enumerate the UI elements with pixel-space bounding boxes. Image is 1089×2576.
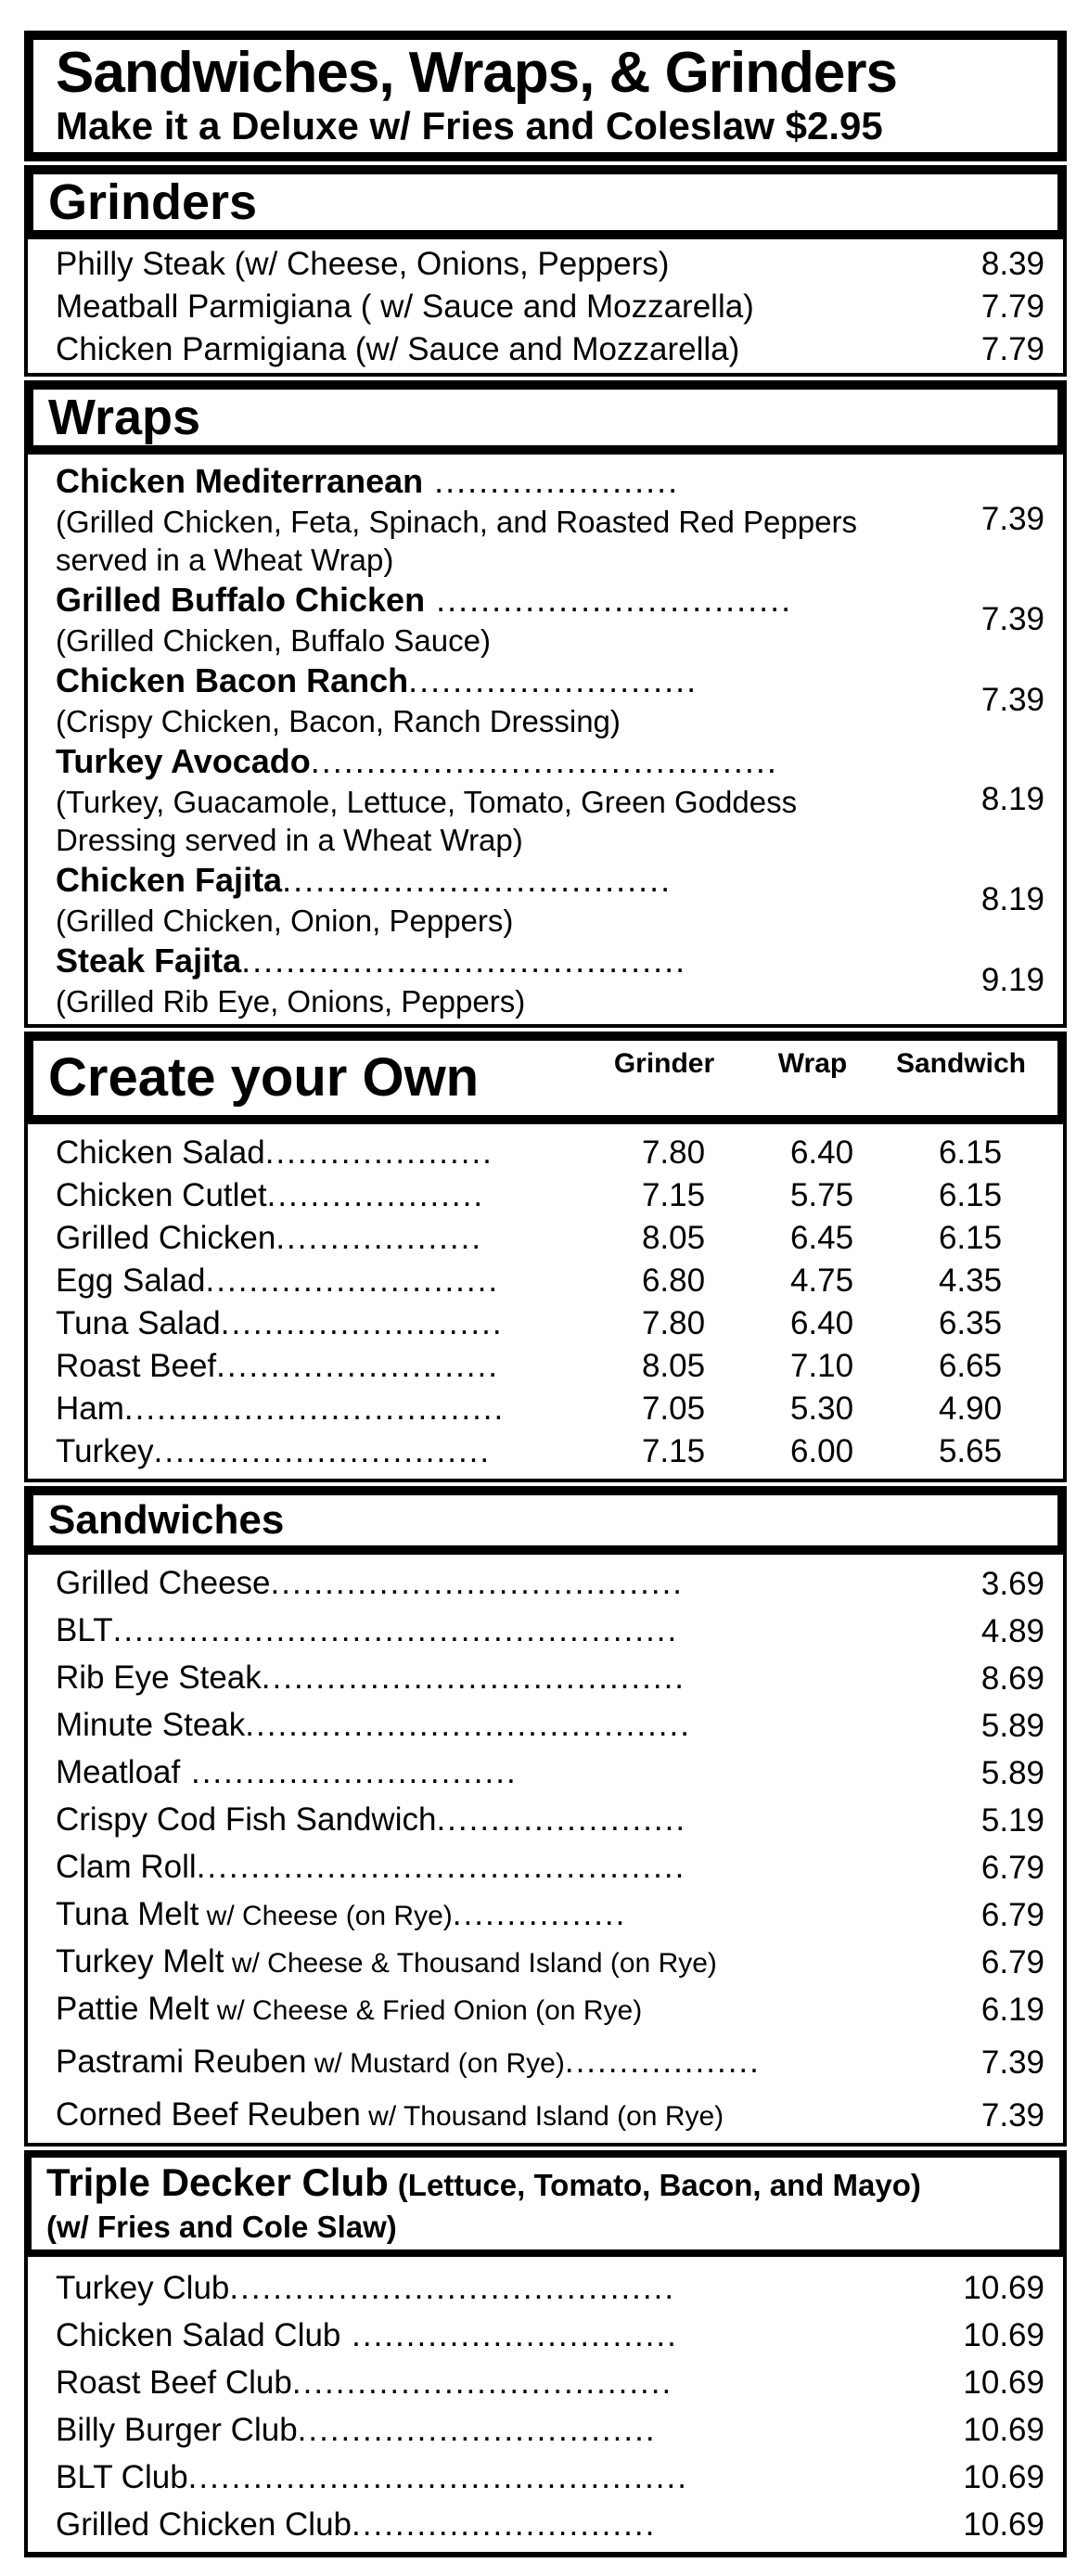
item-price: 5.89 <box>980 1708 1044 1744</box>
price-wrap: 6.45 <box>789 1220 854 1256</box>
item-name: Grilled Chicken <box>56 1220 276 1256</box>
menu-item <box>56 2039 1044 2086</box>
menu-item <box>56 1797 1044 1844</box>
dot-leader: ....................................... <box>261 1660 686 1696</box>
menu-item <box>56 2264 1044 2312</box>
create-your-own-items <box>24 1124 1067 1482</box>
item-name: Crispy Cod Fish Sandwich <box>56 1801 437 1838</box>
item-name: Chicken Fajita <box>56 861 283 899</box>
dot-leader: ................ <box>452 1896 627 1932</box>
section-triple-decker-club <box>24 2150 1067 2557</box>
section-sandwiches <box>24 1486 1067 2147</box>
item-name: Billy Burger Club <box>56 2412 298 2448</box>
triple-decker-club-subheading: (w/ Fries and Cole Slaw) <box>46 2210 397 2244</box>
dot-leader: .......................................... <box>310 742 778 780</box>
item-detail: w/ Cheese & Fried Onion (on Rye) <box>209 1995 643 2026</box>
item-name: Egg Salad <box>56 1262 206 1299</box>
item-price: 8.69 <box>980 1660 1044 1697</box>
item-text <box>56 660 895 740</box>
item-text <box>56 940 895 1020</box>
menu-item <box>56 1844 1044 1891</box>
item-description: (Crispy Chicken, Bacon, Ranch Dressing) <box>56 704 621 738</box>
dot-leader: ............................ <box>352 2506 657 2543</box>
item-name-line <box>56 740 895 783</box>
item-price: 6.79 <box>980 1944 1044 1980</box>
table-row <box>56 1132 1044 1174</box>
price-sandwich: 6.35 <box>938 1305 1003 1341</box>
item-name-line <box>56 2454 963 2501</box>
menu-item <box>56 940 1044 1020</box>
menu-item <box>56 1986 1044 2033</box>
dot-leader: ...................................... <box>270 1565 685 1601</box>
dot-leader: ................................... <box>123 1391 506 1427</box>
dot-leader: .......................... <box>220 1305 504 1341</box>
item-detail: w/ Cheese & Thousand Island (on Rye) <box>224 1948 717 1979</box>
item-name-line <box>56 940 895 982</box>
item-name-line <box>56 1749 981 1797</box>
menu-item <box>56 2312 1044 2359</box>
page-title: Sandwiches, Wraps, & Grinders <box>56 41 898 105</box>
item-description: (Grilled Chicken, Feta, Spinach, and Roasted Red Peppers served in a Wheat Wrap) <box>56 505 857 577</box>
item-name-line <box>56 1702 981 1749</box>
item-price: 8.19 <box>980 880 1044 917</box>
dot-leader: ................................. <box>297 2412 657 2448</box>
grinders-header <box>24 165 1067 239</box>
item-price: 7.79 <box>980 331 1044 367</box>
price-grinder: 7.80 <box>641 1305 706 1341</box>
item-name: Chicken Mediterranean <box>56 462 424 500</box>
price-sandwich: 6.15 <box>938 1177 1003 1213</box>
triple-decker-club-heading-line <box>46 2159 1044 2209</box>
page-subtitle: Make it a Deluxe w/ Fries and Coleslaw $2.95 <box>56 104 883 147</box>
item-name: Roast Beef Club <box>56 2365 292 2401</box>
item-name: Chicken Salad Club <box>56 2317 341 2353</box>
menu-item <box>56 1939 1044 1986</box>
item-name: Rib Eye Steak <box>56 1660 262 1696</box>
wraps-heading: Wraps <box>48 390 201 445</box>
menu-item <box>56 2406 1044 2454</box>
menu-item <box>56 660 1044 740</box>
dot-leader: .......................... <box>216 1348 499 1384</box>
item-name: Turkey Melt <box>56 1943 224 1980</box>
item-price: 7.39 <box>980 2097 1044 2134</box>
item-description: (Grilled Chicken, Buffalo Sauce) <box>56 623 491 658</box>
triple-decker-club-note: (Lettuce, Tomato, Bacon, and Mayo) <box>397 2168 921 2202</box>
menu-item <box>56 2454 1044 2501</box>
price-grinder: 7.15 <box>641 1433 706 1469</box>
item-price: 7.79 <box>980 288 1044 325</box>
item-price: 10.69 <box>963 2270 1044 2306</box>
item-name-line <box>56 2359 963 2406</box>
item-price: 3.69 <box>980 1566 1044 1602</box>
triple-decker-club-header <box>24 2150 1067 2257</box>
item-name-line <box>56 2092 981 2139</box>
item-price: 8.39 <box>980 246 1044 282</box>
item-name: Tuna Salad <box>56 1305 221 1341</box>
item-price: 7.39 <box>980 681 1044 718</box>
wraps-items <box>24 455 1067 1028</box>
sandwiches-items <box>24 1555 1067 2147</box>
item-name: Clam Roll <box>56 1849 197 1885</box>
item-name-line <box>56 1388 599 1430</box>
menu-page <box>24 31 1067 2557</box>
item-price: 10.69 <box>963 2317 1044 2353</box>
item-name-line <box>56 1430 599 1473</box>
dot-leader: ...................... <box>423 462 680 500</box>
item-name: Grilled Chicken Club <box>56 2506 352 2543</box>
item-name: Minute Steak <box>56 1707 246 1743</box>
price-wrap: 4.75 <box>789 1262 854 1299</box>
price-sandwich: 4.90 <box>938 1391 1003 1427</box>
dot-leader: ......................................... <box>245 1707 691 1743</box>
dot-leader: ....................... <box>436 1801 687 1838</box>
item-name-line <box>56 1132 599 1174</box>
table-row <box>56 1260 1044 1302</box>
price-wrap: 5.75 <box>789 1177 854 1213</box>
item-name: Grilled Cheese <box>56 1565 271 1601</box>
item-description: (Grilled Rib Eye, Onions, Peppers) <box>56 984 526 1019</box>
item-name: Corned Beef Reuben <box>56 2096 361 2133</box>
price-wrap: 6.00 <box>789 1433 854 1469</box>
item-price: 7.39 <box>980 600 1044 637</box>
item-price: 7.39 <box>980 2044 1044 2081</box>
item-price: 10.69 <box>963 2365 1044 2401</box>
dot-leader: ............................................. <box>196 1849 686 1885</box>
item-name: Meatloaf <box>56 1754 181 1790</box>
item-name-line <box>56 2264 963 2312</box>
table-row <box>56 1174 1044 1217</box>
item-name: Turkey <box>56 1433 154 1469</box>
item-name-line <box>56 1655 981 1702</box>
item-name: Chicken Cutlet <box>56 1177 267 1213</box>
item-name: Turkey Avocado <box>56 742 311 780</box>
table-row <box>56 1302 1044 1345</box>
price-wrap: 6.40 <box>789 1134 854 1171</box>
item-price: 10.69 <box>963 2459 1044 2495</box>
table-row <box>56 1217 1044 1260</box>
triple-decker-club-heading: Triple Decker Club <box>46 2160 389 2204</box>
wraps-header <box>24 380 1067 455</box>
dot-leader: ................................... <box>291 2365 673 2401</box>
menu-item <box>56 740 1044 859</box>
price-grinder: 7.05 <box>641 1391 706 1427</box>
item-price: 6.19 <box>980 1992 1044 2028</box>
column-header-sandwich: Sandwich <box>895 1048 1027 1079</box>
item-name: Tuna Melt <box>56 1896 199 1932</box>
price-wrap: 6.40 <box>789 1305 854 1341</box>
item-name-line <box>56 2406 963 2454</box>
menu-item <box>56 460 1044 579</box>
dot-leader: ................................ <box>425 581 793 619</box>
item-name-line <box>56 1174 599 1217</box>
dot-leader: ......................................... <box>229 2270 676 2306</box>
item-price: 6.79 <box>980 1897 1044 1933</box>
item-name-line <box>56 1891 981 1939</box>
grinders-heading: Grinders <box>48 174 258 230</box>
menu-item <box>56 1608 1044 1655</box>
item-name: Chicken Bacon Ranch <box>56 661 409 699</box>
price-column-headers <box>590 1048 1035 1080</box>
table-row <box>56 1388 1044 1430</box>
item-name: Ham <box>56 1391 124 1427</box>
item-name: Turkey Club <box>56 2270 230 2306</box>
price-grinder: 6.80 <box>641 1262 706 1299</box>
table-row <box>56 1345 1044 1388</box>
price-grinder: 8.05 <box>641 1220 706 1256</box>
price-sandwich: 6.65 <box>938 1348 1003 1384</box>
menu-item <box>56 2359 1044 2406</box>
menu-item <box>56 1749 1044 1797</box>
item-price: 6.79 <box>980 1850 1044 1886</box>
triple-decker-club-items <box>24 2257 1067 2557</box>
item-name-line <box>56 1302 599 1345</box>
dot-leader: .................................................... <box>112 1612 679 1648</box>
sandwiches-heading: Sandwiches <box>48 1497 285 1543</box>
item-name: Chicken Parmigiana (w/ Sauce and Mozzarella) <box>56 331 740 367</box>
item-name: Grilled Buffalo Chicken <box>56 581 426 619</box>
item-price: 8.19 <box>980 781 1044 817</box>
price-sandwich: 4.35 <box>938 1262 1003 1299</box>
item-name-line <box>56 859 895 902</box>
item-name-line <box>56 660 895 702</box>
item-name-line <box>56 2312 963 2359</box>
item-name-line <box>56 1797 981 1844</box>
item-name-line <box>56 2039 981 2086</box>
menu-item <box>56 1702 1044 1749</box>
item-name-line <box>56 1844 981 1891</box>
grinders-items <box>24 239 1067 377</box>
menu-item <box>56 1891 1044 1939</box>
item-name-line <box>56 1986 981 2033</box>
price-wrap: 7.10 <box>789 1348 854 1384</box>
item-detail: w/ Mustard (on Rye) <box>306 2048 565 2079</box>
price-grinder: 7.15 <box>641 1177 706 1213</box>
price-sandwich: 6.15 <box>938 1220 1003 1256</box>
menu-title-box <box>24 31 1067 161</box>
dot-leader: .............................. <box>180 1754 518 1790</box>
item-name: Pastrami Reuben <box>56 2044 307 2080</box>
price-wrap: 5.30 <box>789 1391 854 1427</box>
dot-leader: ................... <box>275 1220 483 1256</box>
menu-item <box>56 859 1044 940</box>
dot-leader: .............................................. <box>187 2459 688 2495</box>
menu-item <box>56 1655 1044 1702</box>
item-name: Meatball Parmigiana ( w/ Sauce and Mozzarella) <box>56 288 754 325</box>
item-name-line <box>56 460 895 503</box>
item-name: Steak Fajita <box>56 942 242 980</box>
dot-leader: ........................................ <box>241 942 687 980</box>
item-text <box>56 460 895 579</box>
table-row <box>56 1430 1044 1473</box>
create-your-own-heading: Create your Own <box>48 1047 480 1108</box>
column-header-grinder: Grinder <box>613 1048 715 1079</box>
item-description: (Turkey, Guacamole, Lettuce, Tomato, Green Goddess Dressing served in a Wheat Wrap) <box>56 785 798 857</box>
item-name-line <box>56 579 895 622</box>
price-sandwich: 6.15 <box>938 1134 1003 1171</box>
item-name: Roast Beef <box>56 1348 217 1384</box>
menu-item <box>56 1560 1044 1608</box>
column-header-wrap: Wrap <box>777 1048 848 1079</box>
dot-leader: ........................... <box>205 1262 500 1299</box>
item-detail: w/ Thousand Island (on Rye) <box>360 2101 724 2132</box>
price-grinder: 7.80 <box>641 1134 706 1171</box>
item-price: 7.39 <box>980 501 1044 537</box>
price-sandwich: 5.65 <box>938 1433 1003 1469</box>
menu-item <box>56 2092 1044 2139</box>
item-name-line <box>56 1608 981 1655</box>
item-name-line <box>56 1260 599 1302</box>
item-name-line <box>56 2501 963 2548</box>
dot-leader: .............................. <box>340 2317 678 2353</box>
item-price: 5.89 <box>980 1755 1044 1791</box>
item-name: BLT <box>56 1612 113 1648</box>
sandwiches-header <box>24 1486 1067 1555</box>
item-name: Pattie Melt <box>56 1991 210 2027</box>
item-text <box>56 740 895 859</box>
item-detail: w/ Cheese (on Rye) <box>199 1901 453 1931</box>
item-price: 4.89 <box>980 1613 1044 1649</box>
dot-leader: ..................... <box>264 1134 493 1171</box>
item-price: 5.19 <box>980 1802 1044 1839</box>
section-grinders <box>24 165 1067 377</box>
dot-leader: .................... <box>266 1177 485 1213</box>
item-price: 9.19 <box>980 961 1044 998</box>
item-price: 10.69 <box>963 2506 1044 2543</box>
menu-item <box>56 286 1044 328</box>
menu-item <box>56 579 1044 660</box>
item-text <box>56 579 895 660</box>
item-name: BLT Club <box>56 2459 188 2495</box>
item-name: Philly Steak (w/ Cheese, Onions, Peppers) <box>56 246 670 282</box>
menu-item <box>56 243 1044 286</box>
item-text <box>56 859 895 940</box>
item-name-line <box>56 1939 981 1986</box>
item-name-line <box>56 1345 599 1388</box>
item-name-line <box>56 1217 599 1260</box>
dot-leader: .......................... <box>408 661 698 699</box>
create-your-own-header <box>24 1032 1067 1124</box>
item-price: 10.69 <box>963 2412 1044 2448</box>
item-name: Chicken Salad <box>56 1134 265 1171</box>
section-create-your-own <box>24 1032 1067 1482</box>
dot-leader: ............................... <box>153 1433 492 1469</box>
section-wraps <box>24 380 1067 1028</box>
item-description: (Grilled Chicken, Onion, Peppers) <box>56 904 514 938</box>
dot-leader: .................. <box>564 2044 761 2080</box>
price-grinder: 8.05 <box>641 1348 706 1384</box>
dot-leader: ................................... <box>282 861 673 899</box>
item-name-line <box>56 1560 981 1608</box>
menu-item <box>56 2501 1044 2548</box>
menu-item <box>56 328 1044 371</box>
